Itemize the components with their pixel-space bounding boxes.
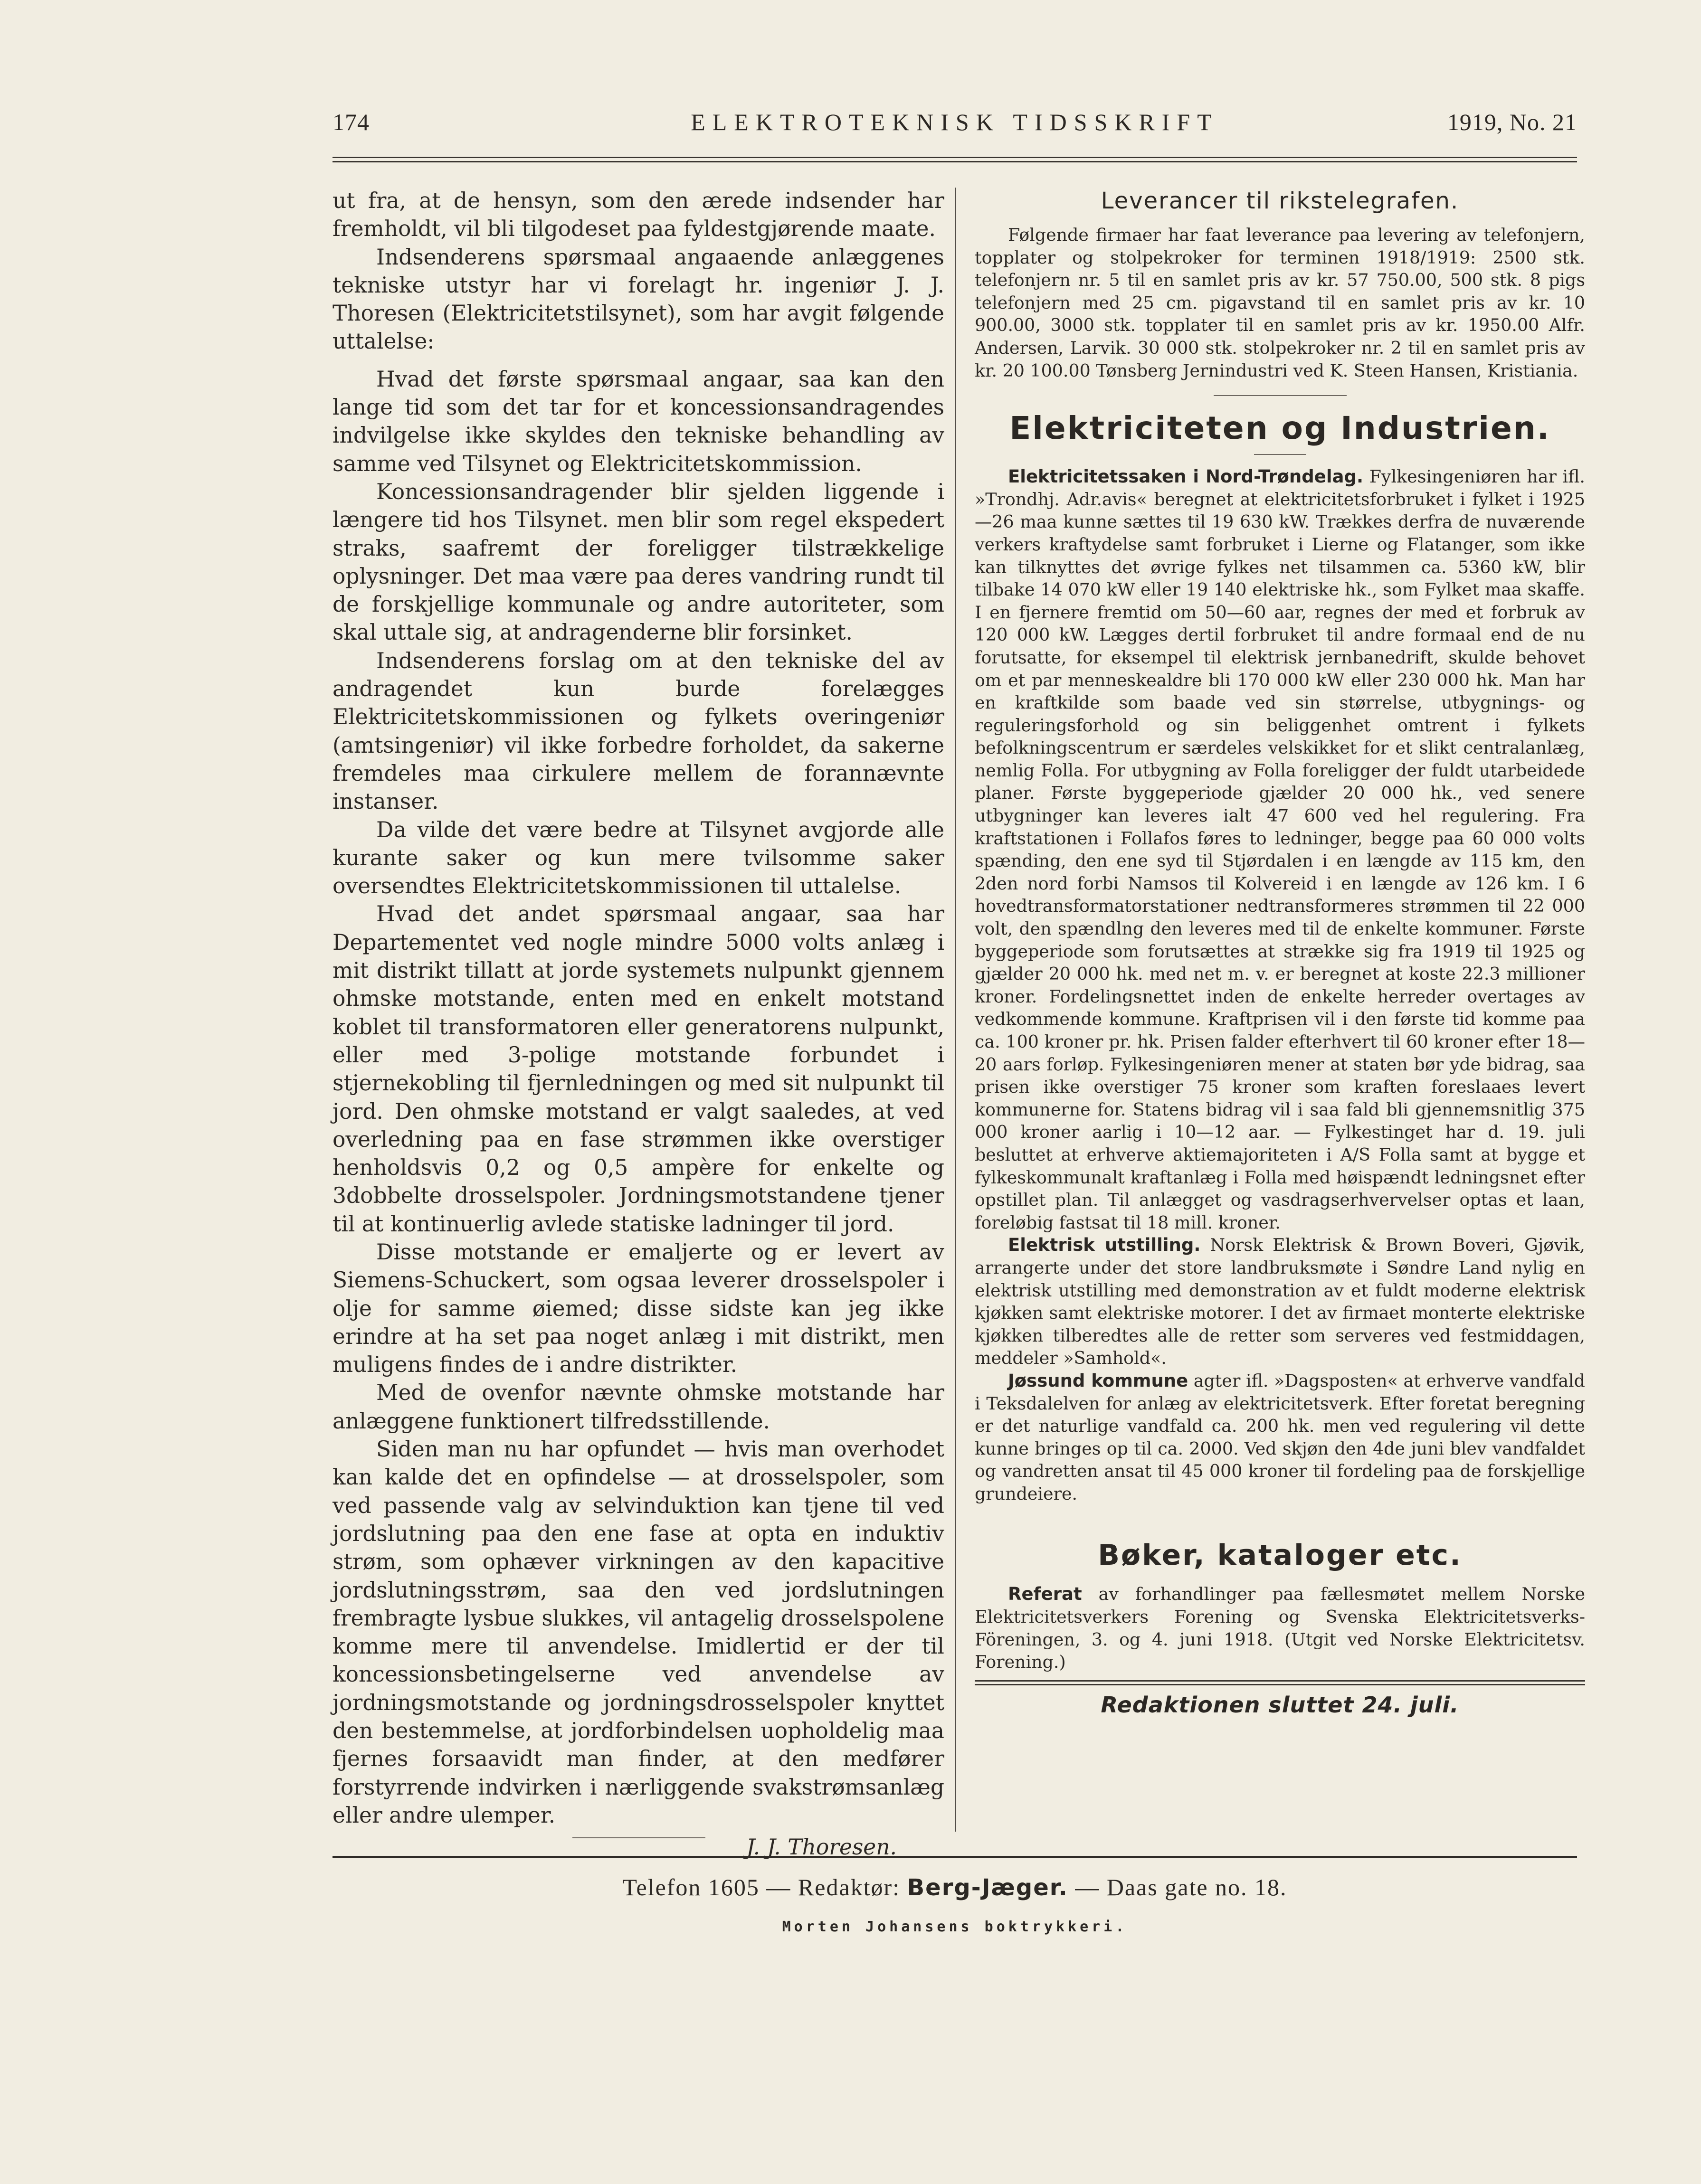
article-heading: Jøssund kommune: [1008, 1370, 1188, 1391]
header-double-rule: [333, 157, 1577, 162]
issue-number: 1919, No. 21: [1447, 109, 1577, 135]
article-heading: Elektricitetssaken i Nord-Trøndelag.: [1008, 466, 1364, 487]
paragraph: ut fra, at de hensyn, som den ærede indsender har fremholdt, vil bli tilgodeset paa fyldestgjørende maate.: [333, 188, 944, 242]
phone: Telefon 1605: [622, 1874, 760, 1900]
editor-name: Berg-Jæger.: [907, 1874, 1068, 1901]
article-heading: Referat: [1008, 1584, 1082, 1605]
running-head: [333, 108, 1577, 142]
paragraph: Hvad det første spørsmaal angaar, saa kan den lange tid som det tar for et koncessionsandragendes indvilgelse ikke skyldes den tekniske behandling av samme ved Tilsynet og Elektricitetskommission.: [333, 366, 944, 476]
paragraph: Da vilde det være bedre at Tilsynet avgjorde alle kurante saker og kun mere tvilsomme saker oversendtes Elektricitetskommissionen til uttalelse.: [333, 817, 944, 899]
paragraph: Hvad det andet spørsmaal angaar, saa har Departementet ved nogle mindre 5000 volts anlæg i mit distrikt tillatt at jorde systemets nulpunkt gjennem ohmske motstande, enten med en enkelt motstand koblet til transformatoren eller generatorens nulpunkt, eller med 3-polige motstande forbundet i stjernekobling til fjernledningen og med sit nulpunkt til jord. Den ohmske motstand er valgt saaledes, at ved overledning paa en fase strømmen ikke overstiger henholdsvis 0,2 og 0,5 ampère for enkelte og 3dobbelte drosselspoler. Jordningsmotstandene tjener til at kontinuerlig avlede statiske ladninger til jord.: [333, 901, 944, 1237]
page-number: 174: [333, 109, 370, 135]
paragraph: Indsenderens spørsmaal angaaende anlæggenes tekniske utstyr har vi forelagt hr. ingeniør J. J. Thoresen (Elektricitetstilsynet), som har avgit følgende uttalelse:: [333, 244, 944, 354]
journal-title: ELEKTROTEKNISK TIDSSKRIFT: [691, 109, 1219, 135]
title-rule: [1254, 454, 1306, 455]
books-section-title: Bøker, kataloger etc.: [1098, 1539, 1462, 1572]
paragraph: Disse motstande er emaljerte og er levert av Siemens-Schuckert, som ogsaa leverer drosselspoler i olje for samme øiemed; disse sidste kan jeg ikke erindre at ha set paa noget anlæg i mit distrikt, men muligens findes de i andre distrikter.: [333, 1239, 944, 1378]
address: — Daas gate no. 18.: [1075, 1874, 1287, 1900]
signature: J. J. Thoresen.: [746, 1834, 897, 1860]
left-column: [333, 187, 944, 1862]
paragraph: Med de ovenfor nævnte ohmske motstande har anlæggene funktionert tilfredsstillende.: [333, 1380, 944, 1434]
exhibition-article: [975, 1234, 1585, 1370]
column-divider: [955, 188, 956, 1832]
article-text: agter ifl. »Dagsposten« at erhverve vandfald i Teksdalelven for anlæg av elektricitetsverk. Efter foretat beregning er det naturlige vandfald ca. 200 hk. men ved regulering vil dette kunne bringes op til ca. 2000. Ved skjøn den 4de juni blev vandfaldet og vandretten ansat til 45 000 kroner til fordeling paa de forskjellige grundeiere.: [975, 1370, 1585, 1504]
telegraph-article: Følgende firmaer har faat leverance paa levering av telefonjern, topplater og stolpekroker for terminen 1918/1919: 2500 stk. telefonjern nr. 5 til en samlet pris av kr. 57 750.00, 500 stk. 8 pigs telefonjern med 25 cm. pigavstand til en samlet pris av kr. 10 900.00, 3000 stk. topplater til en samlet pris av kr. 1950.00 Alfr. Andersen, Larvik. 30 000 stk. stolpekroker nr. 2 til en samlet pris av kr. 20 100.00 Tønsberg Jernindustri ved K. Steen Hansen, Kristiania.: [975, 225, 1585, 381]
imprint-line: [333, 1873, 1577, 1901]
telegraph-heading: Leverancer til rikstelegrafen.: [1101, 188, 1459, 214]
paragraph: Koncessionsandragender blir sjelden liggende i længere tid hos Tilsynet. men blir som regel ekspedert straks, saafremt der foreligger tilstrækkelige oplysninger. Det maa være paa deres vandring rundt til de forskjellige kommunale og andre autoriteter, som skal uttale sig, at andragenderne blir forsinket.: [333, 479, 944, 645]
article-text: Fylkesingeniøren har ifl. »Trondhj. Adr.avis« beregnet at elektricitetsforbruket i fylket i 1925—26 maa kunne sættes til 19 630 kW. Trækkes derfra de nuværende verkers kraftydelse samt forbruket i Lierne og Flatanger, som ikke kan tilknyttes det øvrige fylkes net tilsammen ca. 5360 kW, blir tilbake 14 070 kW eller 19 140 elektriske hk., som Fylket maa skaffe. I en fjernere fremtid om 50—60 aar, regnes der med et forbruk av 120 000 kW. Lægges dertil forbruket til andre formaal end de nu forutsatte, for eksempel til elektrisk jernbanedrift, skulde behovet om et par menneskealdre bli 170 000 kW eller 230 000 hk. Man har en kraftkilde som baade ved sin størrelse, utbygnings- og reguleringsforhold og sin beliggenhet omtrent i fylkets befolkningscentrum er særdeles velskikket for et slikt centralanlæg, nemlig Folla. For utbygning av Folla foreligger der fuldt utarbeidede planer. Første byggeperiode gjælder 20 000 hk., ved senere utbygninger kan leveres ialt 47 600 ved hel regulering. Fra kraftstationen i Follafos føres to ledninger, begge paa 60 000 volts spænding, den ene syd til Stjørdalen i en længde av 115 km, den 2den nord forbi Namsos til Kolvereid i en længde av 126 km. I 6 hovedtransformatorstationer nedtransformeres strømmen til 22 000 volt, den spændlng den leveres med til de enkelte kommuner. Første byggeperiode som forutsættes at strække sig fra 1919 til 1925 og gjælder 20 000 hk. med net m. v. er beregnet at koste 22.3 millioner kroner. Fordelingsnettet inden de enkelte herreder overtages av vedkommende kommune. Kraftprisen vil i den første tid komme paa ca. 100 kroner pr. hk. Prisen falder efterhvert til 60 kroner efter 18—20 aars forløp. Fylkesingeniøren mener at staten bør yde bidrag, saa prisen ikke overstiger 75 kroner som kraften foreslaaes levert kommunerne for. Statens bidrag vil i saa fald bli gjennemsnitlig 375 000 kroner aarlig i 10—12 aar. — Fylkestinget har d. 19. juli besluttet at erhverve aktiemajoriteten i A/S Folla samt at bygge et fylkeskommunalt kraftanlæg i Folla med høispændt ledningsnet efter opstillet plan. Til anlægget og vasdragserhvervelser optas et laan, foreløbig fastsat til 18 mill. kroner.: [975, 466, 1585, 1233]
right-column: [975, 187, 1585, 1716]
jossund-article: [975, 1370, 1585, 1505]
article-heading: Elektrisk utstilling.: [1008, 1235, 1201, 1256]
paragraph: Indsenderens forslag om at den tekniske del av andragendet kun burde forelægges Elektricitetskommissionen og fylkets overingeniør (amtsingeniør) vil ikke forbedre forholdet, da sakerne fremdeles maa cirkulere mellem de forannævnte instanser.: [333, 648, 944, 814]
closing-note: Redaktionen sluttet 24. juli.: [1101, 1692, 1459, 1718]
books-article: [975, 1583, 1585, 1673]
closing-double-rule: [975, 1680, 1585, 1685]
section-rule: [1214, 395, 1347, 396]
paragraph: Siden man nu har opfundet — hvis man overhodet kan kalde det en opfindelse — at drosselspoler, som ved passende valg av selvinduktion kan tjene til ved jordslutning paa den ene fase at opta en induktiv strøm, som ophæver virkningen av den kapacitive jordslutningsstrøm, saa den ved jordslutningen frembragte lysbue slukkes, vil antagelig drosselspolene komme mere til anvendelse. Imidlertid er der til koncessionsbetingelserne ved anvendelse av jordningsmotstande og jordningsdrosselspoler knyttet den bestemmelse, at jordforbindelsen uopholdelig maa fjernes forsaavidt man finder, at den medfører forstyrrende indvirken i nærliggende svakstrømsanlæg eller andre ulemper.: [333, 1437, 944, 1828]
industry-section-title: Elektriciteten og Industrien.: [1009, 410, 1550, 447]
nord-trondelag-article: [975, 465, 1585, 1234]
printer-credit: Morten Johansens boktrykkeri.: [782, 1919, 1128, 1935]
article-text: av forhandlinger paa fællesmøtet mellem Norske Elektricitetsverkers Forening og Svenska Elektricitetsverks-Föreningen, 3. og 4. juni 1918. (Utgit ved Norske Elektricitetsv. Forening.): [975, 1584, 1585, 1673]
column-end-rule: [572, 1837, 705, 1838]
editor-label: — Redaktør:: [766, 1874, 901, 1900]
article-text: Norsk Elektrisk & Brown Boveri, Gjøvik, arrangerte under det store landbruksmøte i Søndre Land nylig en elektrisk utstilling med demonstration av et fuldt moderne elektrisk kjøkken samt elektriske motorer. I det av firmaet monterte elektriske kjøkken tilberedtes alle de retter som serveres ved festmiddagen, meddeler »Samhold«.: [975, 1235, 1586, 1369]
footer-rule: [333, 1856, 1577, 1858]
